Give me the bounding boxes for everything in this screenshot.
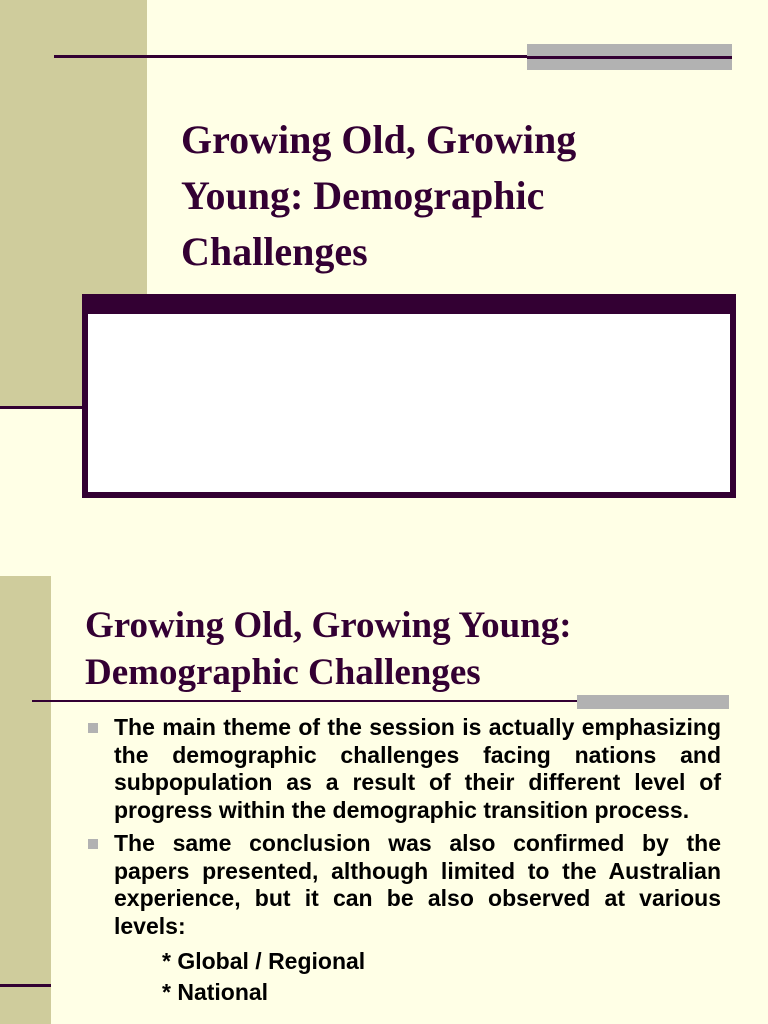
accent-rule: [527, 56, 732, 59]
sub-item: * Global / Regional: [162, 948, 366, 974]
square-bullet-icon: [88, 723, 98, 733]
content-slide: [0, 576, 768, 1024]
slide-title: Growing Old, Growing Young: Demographic Challenges: [85, 605, 572, 693]
slide-gap: [0, 540, 768, 576]
slide-title: Growing Old, Growing Young: Demographic Challenges: [181, 117, 577, 274]
square-bullet-icon: [88, 839, 98, 849]
left-rule: [0, 984, 51, 987]
bullet-text: The main theme of the session is actually emphasizing the demographic challenges facing nations and subpopulation as a result of their different level of progress within the demographic transition process.: [114, 714, 721, 823]
bullet-text: The same conclusion was also confirmed by the papers presented, although limited to the Australian experience, but it can be also observed at various levels:: [114, 830, 721, 939]
bullet-item: [86, 830, 721, 940]
gray-accent-bar: [577, 695, 729, 709]
bullet-list: [86, 714, 721, 1008]
bullet-item: [86, 714, 721, 824]
left-color-band: [0, 576, 51, 1024]
sub-item: * National: [162, 979, 269, 1005]
left-rule: [0, 406, 84, 409]
subtitle-box: [88, 314, 730, 492]
